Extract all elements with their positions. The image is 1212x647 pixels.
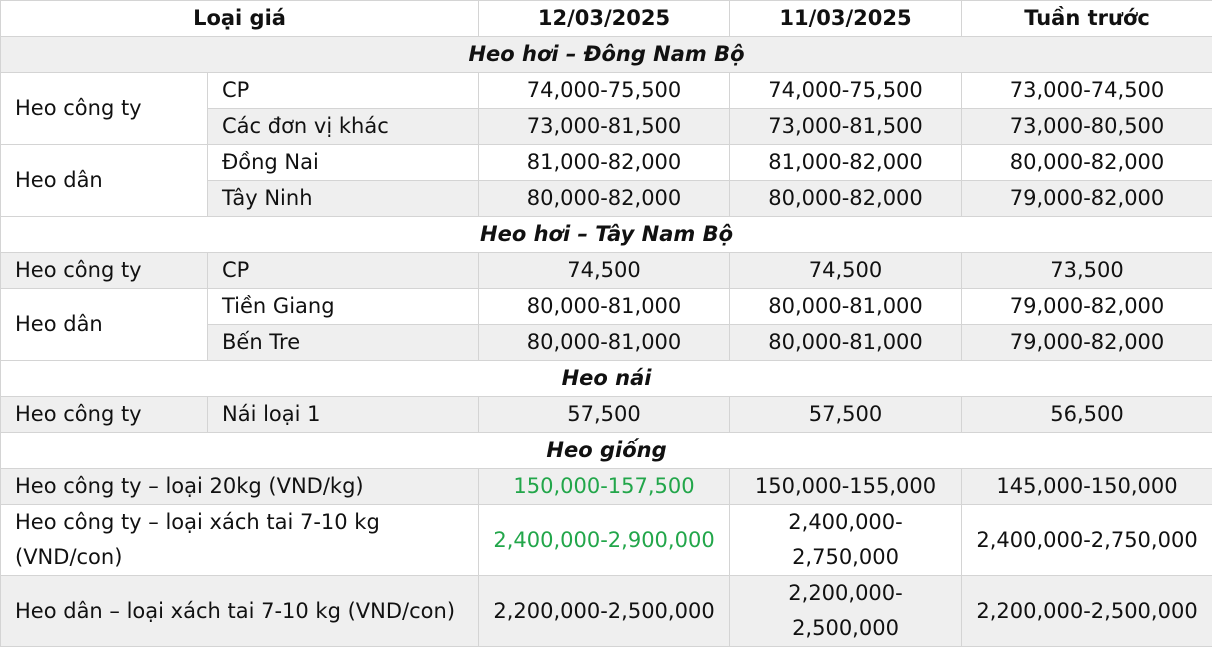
header-price-type: Loại giá (1, 1, 479, 37)
table-row (1, 505, 1212, 576)
header-today: 12/03/2025 (479, 1, 730, 37)
sub-label: Bến Tre (208, 325, 479, 361)
header-yesterday: 11/03/2025 (730, 1, 962, 37)
table-row (1, 253, 1212, 289)
table-row (1, 576, 1212, 647)
sub-label: Đồng Nai (208, 145, 479, 181)
sub-label: Nái loại 1 (208, 397, 479, 433)
price-yesterday: 73,000-81,500 (730, 109, 962, 145)
price-yesterday: 2,200,000-2,500,000 (730, 576, 962, 647)
group-label: Heo công ty (1, 253, 208, 289)
price-today: 2,400,000-2,900,000 (479, 505, 730, 576)
price-last-week: 79,000-82,000 (962, 289, 1212, 325)
section-row (1, 361, 1212, 397)
price-yesterday: 2,400,000-2,750,000 (730, 505, 962, 576)
group-label: Heo công ty (1, 73, 208, 145)
breed-label: Heo dân – loại xách tai 7-10 kg (VND/con) (1, 576, 479, 647)
group-label: Heo dân (1, 145, 208, 217)
price-last-week: 79,000-82,000 (962, 181, 1212, 217)
section-title: Heo hơi – Đông Nam Bộ (1, 37, 1212, 73)
price-last-week: 73,500 (962, 253, 1212, 289)
price-last-week: 56,500 (962, 397, 1212, 433)
price-last-week: 2,200,000-2,500,000 (962, 576, 1212, 647)
price-last-week: 145,000-150,000 (962, 469, 1212, 505)
table-row (1, 397, 1212, 433)
price-today: 2,200,000-2,500,000 (479, 576, 730, 647)
section-title: Heo nái (1, 361, 1212, 397)
breed-label: Heo công ty – loại xách tai 7-10 kg (VND/con) (1, 505, 479, 576)
price-today: 150,000-157,500 (479, 469, 730, 505)
group-label: Heo dân (1, 289, 208, 361)
price-last-week: 2,400,000-2,750,000 (962, 505, 1212, 576)
section-row (1, 217, 1212, 253)
sub-label: Tây Ninh (208, 181, 479, 217)
price-last-week: 80,000-82,000 (962, 145, 1212, 181)
price-today: 57,500 (479, 397, 730, 433)
section-title: Heo hơi – Tây Nam Bộ (1, 217, 1212, 253)
price-yesterday: 80,000-82,000 (730, 181, 962, 217)
table-row (1, 469, 1212, 505)
price-yesterday: 80,000-81,000 (730, 289, 962, 325)
price-yesterday: 74,500 (730, 253, 962, 289)
price-today: 74,500 (479, 253, 730, 289)
price-last-week: 73,000-74,500 (962, 73, 1212, 109)
table-row (1, 145, 1212, 181)
sub-label: Tiền Giang (208, 289, 479, 325)
price-yesterday: 81,000-82,000 (730, 145, 962, 181)
price-yesterday: 57,500 (730, 397, 962, 433)
sub-label: CP (208, 253, 479, 289)
price-yesterday: 80,000-81,000 (730, 325, 962, 361)
price-today: 80,000-81,000 (479, 289, 730, 325)
table-row (1, 73, 1212, 109)
section-title: Heo giống (1, 433, 1212, 469)
sub-label: Các đơn vị khác (208, 109, 479, 145)
price-last-week: 79,000-82,000 (962, 325, 1212, 361)
price-last-week: 73,000-80,500 (962, 109, 1212, 145)
section-row (1, 433, 1212, 469)
sub-label: CP (208, 73, 479, 109)
price-today: 74,000-75,500 (479, 73, 730, 109)
price-today: 80,000-81,000 (479, 325, 730, 361)
breed-label: Heo công ty – loại 20kg (VND/kg) (1, 469, 479, 505)
group-label: Heo công ty (1, 397, 208, 433)
price-yesterday: 74,000-75,500 (730, 73, 962, 109)
section-row (1, 37, 1212, 73)
price-yesterday: 150,000-155,000 (730, 469, 962, 505)
price-today: 80,000-82,000 (479, 181, 730, 217)
table-row (1, 289, 1212, 325)
price-today: 81,000-82,000 (479, 145, 730, 181)
header-last-week: Tuần trước (962, 1, 1212, 37)
header-row (1, 1, 1212, 37)
price-today: 73,000-81,500 (479, 109, 730, 145)
